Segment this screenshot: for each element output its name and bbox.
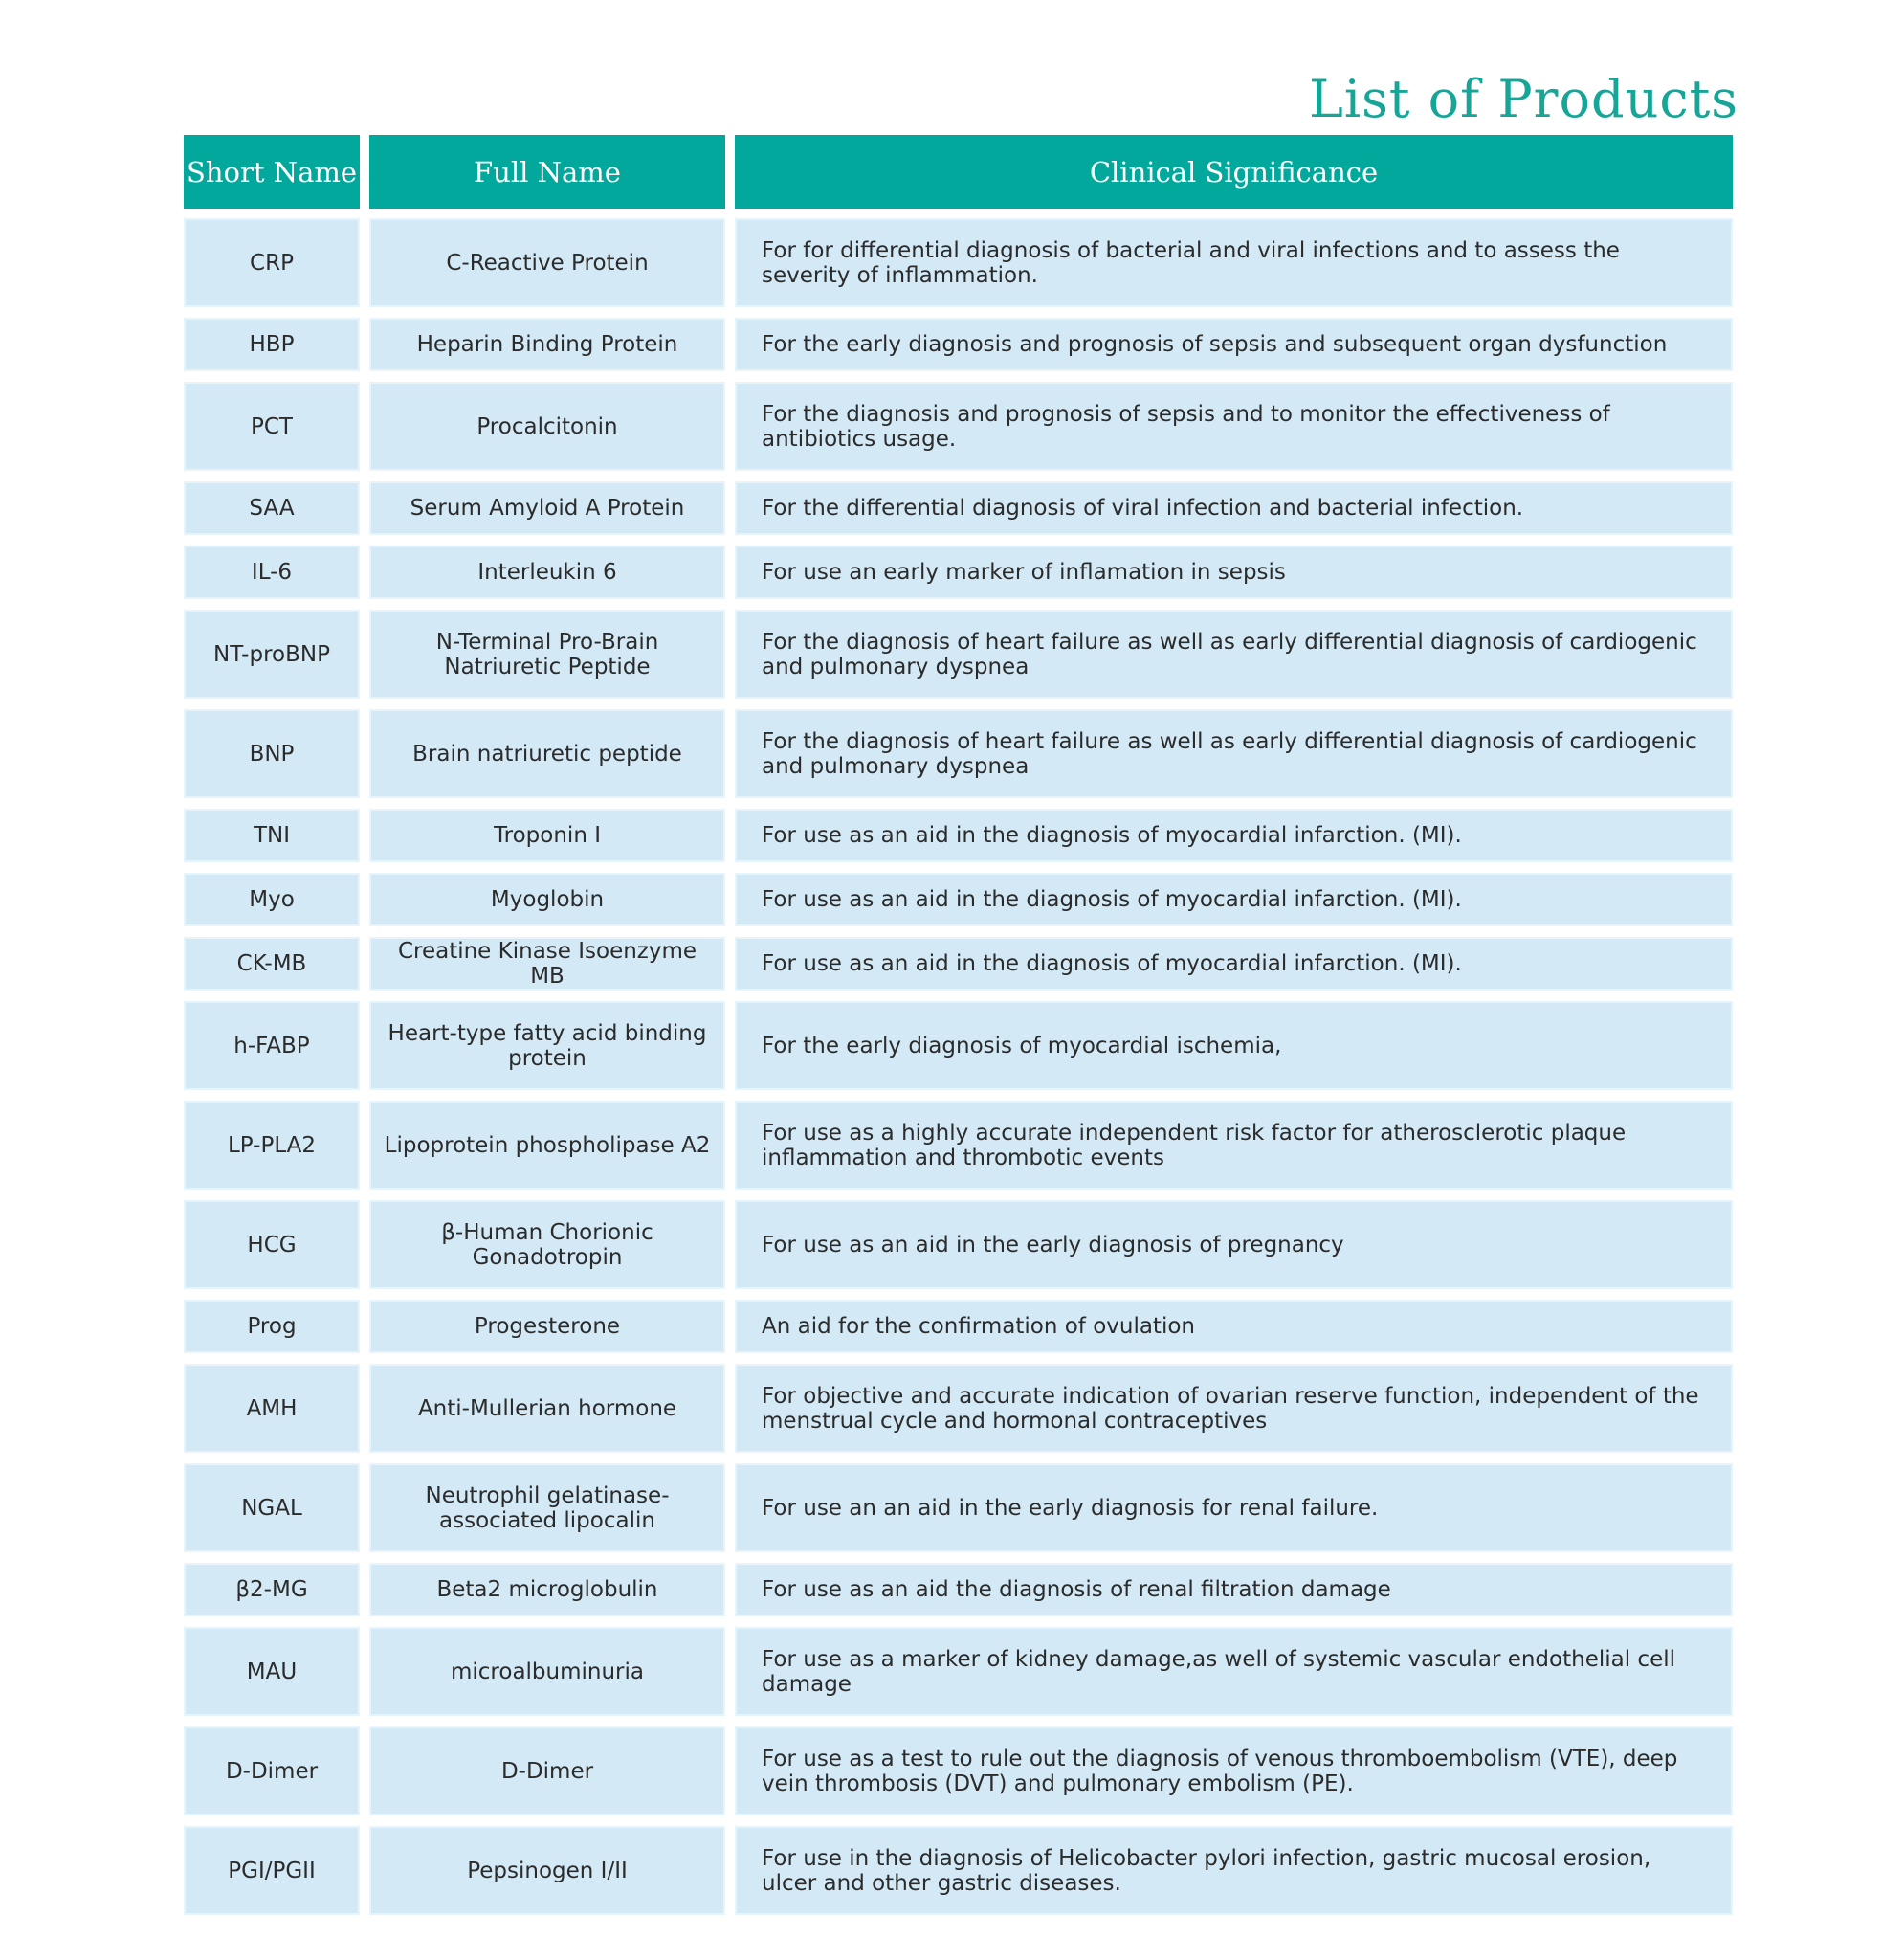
clinical-significance-cell: [735, 1627, 1733, 1716]
full-name-cell: [369, 546, 725, 599]
full-name-cell-text: Troponin I: [493, 823, 601, 848]
short-name-cell-text: PGI/PGII: [228, 1858, 316, 1883]
short-name-cell: [184, 382, 360, 471]
full-name-cell-text: Neutrophil gelatinase-associated lipocalin: [425, 1482, 670, 1533]
full-name-cell: [369, 1101, 725, 1190]
full-name-cell: [369, 382, 725, 471]
full-name-cell: [369, 318, 725, 371]
clinical-significance-cell: [735, 610, 1733, 699]
full-name-cell: [369, 809, 725, 862]
short-name-cell: [184, 318, 360, 371]
header-short-name: Short Name: [184, 135, 360, 209]
clinical-significance-cell: [735, 481, 1733, 535]
clinical-significance-cell: [735, 1826, 1733, 1915]
clinical-significance-cell: [735, 1463, 1733, 1552]
clinical-significance-cell-text: For use as an aid in the diagnosis of myocardial infarction. (MI).: [762, 823, 1462, 848]
clinical-significance-cell-text: For use as a highly accurate independent risk factor for atherosclerotic plaque inflammation and thrombotic events: [762, 1120, 1627, 1170]
short-name-cell: [184, 873, 360, 926]
short-name-cell: [184, 546, 360, 599]
full-name-cell: [369, 937, 725, 991]
clinical-significance-cell: [735, 1001, 1733, 1090]
full-name-cell-text: Heart-type fatty acid binding protein: [387, 1020, 707, 1071]
full-name-cell-text: Serum Amyloid A Protein: [410, 496, 685, 521]
full-name-cell: [369, 1563, 725, 1616]
full-name-cell: [369, 1001, 725, 1090]
short-name-cell-text: β2-MG: [235, 1577, 308, 1602]
clinical-significance-cell: [735, 1300, 1733, 1353]
short-name-cell: [184, 481, 360, 535]
short-name-cell: [184, 1200, 360, 1289]
short-name-cell-text: NGAL: [241, 1495, 302, 1521]
short-name-cell: [184, 1001, 360, 1090]
clinical-significance-cell: [735, 1200, 1733, 1289]
clinical-significance-cell-text: For the early diagnosis of myocardial ischemia,: [762, 1033, 1282, 1058]
clinical-significance-cell-text: For the early diagnosis and prognosis of sepsis and subsequent organ dysfunction: [762, 332, 1668, 357]
short-name-cell-text: HCG: [247, 1232, 297, 1258]
full-name-cell-text: Myoglobin: [490, 887, 605, 912]
clinical-significance-cell-text: For objective and accurate indication of ovarian reserve function, independent of the menstrual cycle and hormonal contraceptives: [762, 1383, 1699, 1434]
full-name-cell: [369, 1463, 725, 1552]
header-clinical-significance: Clinical Significance: [735, 135, 1733, 209]
clinical-significance-cell-text: For use as an aid in the diagnosis of myocardial infarction. (MI).: [762, 887, 1462, 912]
clinical-significance-cell: [735, 873, 1733, 926]
full-name-cell: [369, 1826, 725, 1915]
full-name-cell-text: Heparin Binding Protein: [416, 332, 678, 357]
clinical-significance-cell-text: For use an early marker of inflamation in sepsis: [762, 560, 1286, 585]
page-title: List of Products: [1308, 69, 1738, 129]
full-name-cell: [369, 610, 725, 699]
short-name-cell-text: CK-MB: [236, 951, 307, 976]
products-table: [184, 135, 1733, 1926]
header-full-name: Full Name: [369, 135, 725, 209]
clinical-significance-cell: [735, 709, 1733, 798]
full-name-cell-text: Creatine Kinase Isoenzyme MB: [397, 939, 697, 989]
clinical-significance-cell-text: For use as a test to rule out the diagnosis of venous thromboembolism (VTE), deep vein thrombosis (DVT) and pulmonary embolism (PE).: [762, 1746, 1678, 1796]
short-name-cell-text: MAU: [246, 1659, 298, 1684]
full-name-cell-text: Brain natriuretic peptide: [412, 741, 682, 767]
full-name-cell-text: Pepsinogen I/II: [467, 1858, 628, 1883]
short-name-cell: [184, 1300, 360, 1353]
short-name-cell-text: LP-PLA2: [227, 1132, 317, 1158]
full-name-cell: [369, 709, 725, 798]
short-name-cell-text: NT-proBNP: [213, 641, 330, 667]
full-name-cell: [369, 1200, 725, 1289]
short-name-cell: [184, 1463, 360, 1552]
short-name-cell: [184, 218, 360, 307]
full-name-cell-text: Progesterone: [474, 1314, 621, 1339]
full-name-cell: [369, 873, 725, 926]
clinical-significance-cell: [735, 1563, 1733, 1616]
full-name-cell-text: Beta2 microglobulin: [436, 1577, 658, 1602]
clinical-significance-cell-text: For use an an aid in the early diagnosis for renal failure.: [762, 1495, 1379, 1521]
clinical-significance-cell-text: For the diagnosis of heart failure as well as early differential diagnosis of cardiogenic and pulmonary dyspnea: [762, 629, 1697, 679]
clinical-significance-cell-text: For the diagnosis and prognosis of sepsis and to monitor the effectiveness of antibiotics usage.: [762, 401, 1610, 452]
clinical-significance-cell-text: For use as an aid in the early diagnosis of pregnancy: [762, 1232, 1344, 1258]
clinical-significance-cell: [735, 809, 1733, 862]
short-name-cell: [184, 709, 360, 798]
short-name-cell: [184, 1627, 360, 1716]
short-name-cell-text: Prog: [247, 1314, 297, 1339]
short-name-cell-text: TNI: [253, 823, 291, 848]
full-name-cell-text: β-Human Chorionic Gonadotropin: [441, 1219, 653, 1270]
clinical-significance-cell-text: For use in the diagnosis of Helicobacter pylori infection, gastric mucosal erosion, ulcer and other gastric diseases.: [762, 1845, 1651, 1896]
short-name-cell-text: PCT: [251, 413, 293, 439]
clinical-significance-cell-text: For the differential diagnosis of viral infection and bacterial infection.: [762, 496, 1524, 521]
full-name-cell: [369, 1300, 725, 1353]
clinical-significance-cell: [735, 1726, 1733, 1815]
clinical-significance-cell: [735, 937, 1733, 991]
short-name-cell: [184, 1826, 360, 1915]
short-name-cell-text: IL-6: [251, 560, 293, 585]
short-name-cell-text: HBP: [249, 332, 295, 357]
short-name-cell: [184, 1364, 360, 1453]
full-name-cell-text: D-Dimer: [500, 1758, 594, 1784]
clinical-significance-cell-text: For use as an aid the diagnosis of renal filtration damage: [762, 1577, 1391, 1602]
full-name-cell: [369, 218, 725, 307]
short-name-cell-text: BNP: [249, 741, 295, 767]
clinical-significance-cell: [735, 382, 1733, 471]
short-name-cell-text: h-FABP: [233, 1033, 310, 1058]
full-name-cell-text: N-Terminal Pro-Brain Natriuretic Peptide: [435, 629, 659, 679]
short-name-cell-text: D-Dimer: [225, 1758, 319, 1784]
full-name-cell: [369, 1364, 725, 1453]
short-name-cell: [184, 809, 360, 862]
short-name-cell-text: CRP: [250, 250, 294, 276]
clinical-significance-cell: [735, 1101, 1733, 1190]
clinical-significance-cell: [735, 218, 1733, 307]
clinical-significance-cell: [735, 1364, 1733, 1453]
clinical-significance-cell-text: For use as a marker of kidney damage,as well of systemic vascular endothelial cell damage: [762, 1646, 1676, 1697]
clinical-significance-cell-text: For for differential diagnosis of bacterial and viral infections and to assess the severity of inflammation.: [762, 237, 1620, 288]
clinical-significance-cell: [735, 546, 1733, 599]
clinical-significance-cell-text: An aid for the confirmation of ovulation: [762, 1314, 1195, 1339]
full-name-cell-text: C-Reactive Protein: [446, 250, 649, 276]
short-name-cell: [184, 1101, 360, 1190]
clinical-significance-cell-text: For use as an aid in the diagnosis of myocardial infarction. (MI).: [762, 951, 1462, 976]
short-name-cell-text: SAA: [249, 496, 295, 521]
full-name-cell-text: microalbuminuria: [450, 1659, 644, 1684]
full-name-cell: [369, 1726, 725, 1815]
full-name-cell: [369, 1627, 725, 1716]
full-name-cell-text: Interleukin 6: [477, 560, 617, 585]
short-name-cell-text: Myo: [249, 887, 295, 912]
short-name-cell: [184, 1563, 360, 1616]
clinical-significance-cell: [735, 318, 1733, 371]
full-name-cell: [369, 481, 725, 535]
short-name-cell: [184, 1726, 360, 1815]
short-name-cell: [184, 610, 360, 699]
full-name-cell-text: Lipoprotein phospholipase A2: [384, 1132, 711, 1158]
clinical-significance-cell-text: For the diagnosis of heart failure as well as early differential diagnosis of cardiogenic and pulmonary dyspnea: [762, 728, 1697, 779]
full-name-cell-text: Procalcitonin: [476, 413, 618, 439]
full-name-cell-text: Anti-Mullerian hormone: [417, 1395, 677, 1421]
short-name-cell: [184, 937, 360, 991]
short-name-cell-text: AMH: [246, 1395, 298, 1421]
